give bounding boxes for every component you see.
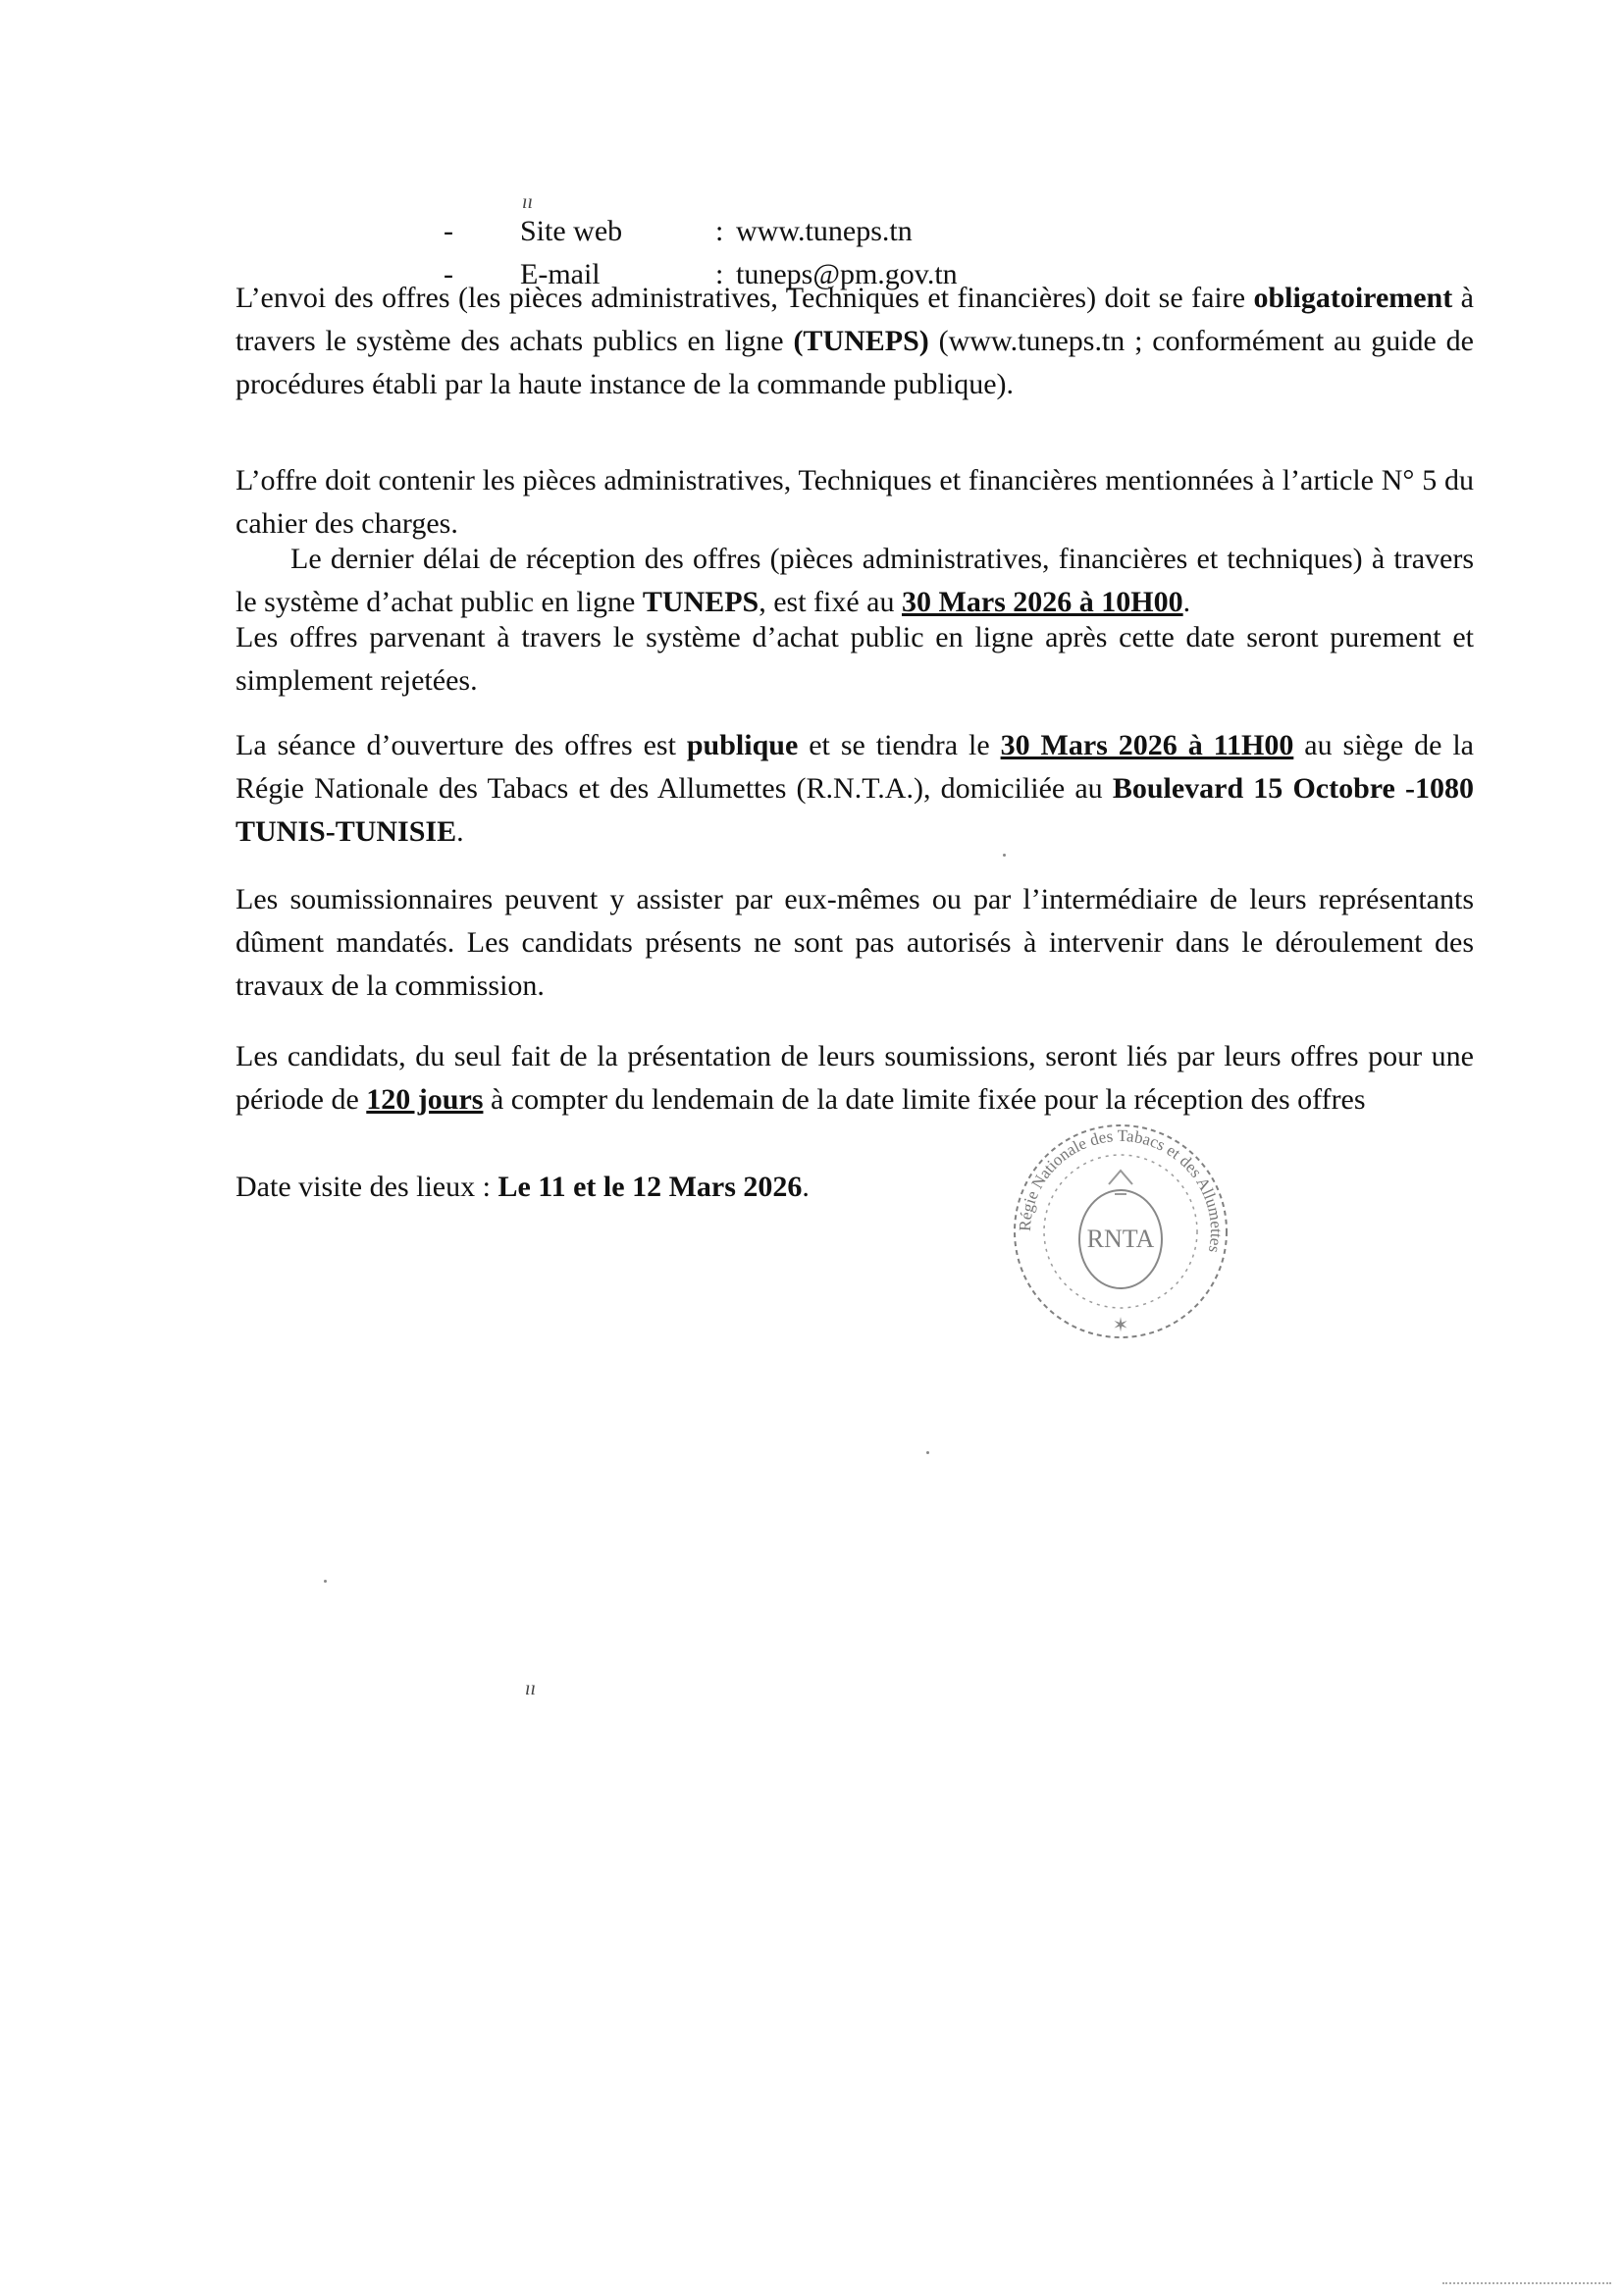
paragraph-deadline: Le dernier délai de réception des offres (pièces administratives, financières et techniques) à travers le système d’achat public en ligne TUNEPS, est fixé au 30 Mars 2026 à 10H00. bbox=[236, 543, 1474, 618]
paragraph-attendance: Les soumissionnaires peuvent y assister par eux-mêmes ou par l’intermédiaire de leurs représentants dûment mandatés. Les candidats présents ne sont pas autorisés à intervenir dans le déroulement des travaux de la commission. bbox=[236, 883, 1474, 1002]
contact-label: E-mail bbox=[520, 258, 601, 290]
email-value: tuneps@pm.gov.tn bbox=[736, 258, 958, 290]
contact-label: Site web bbox=[520, 215, 623, 247]
site-visit-dates: Le 11 et le 12 Mars 2026 bbox=[497, 1171, 803, 1203]
scan-speck bbox=[324, 1580, 327, 1583]
scan-speck bbox=[926, 1451, 929, 1454]
opening-date: 30 Mars 2026 à 11H00 bbox=[1000, 729, 1294, 761]
paragraph-opening-session: La séance d’ouverture des offres est publique et se tiendra le 30 Mars 2026 à 11H00 au siège de la Régie Nationale des Tabacs et des Allumettes (R.N.T.A.), domiciliée au Boulevard 15 Octobre -1080 TUNIS-TUNISIE. bbox=[236, 729, 1474, 848]
address: Boulevard 15 Octobre -1080 TUNIS-TUNISIE bbox=[236, 772, 1474, 848]
deadline-date: 30 Mars 2026 à 10H00 bbox=[902, 586, 1183, 618]
document-page: ıı - Site web : www.tuneps.tn - E-mail : tuneps@pm.gov.tn L’envoi des offres (les pièces administratives, Techniques et financières) doit se faire obligatoirement à travers le système des achats publics en ligne (TUNEPS) (www.tuneps.tn ; conformément au guide de procédures établi par la haute instance de la commande publique). L’offre doit contenir les pièces administratives, Techniques et financières mentionnées à l’article N° 5 du cahier des charges. Le dernier délai de réception des offres (pièces administratives, financières et techniques) à travers le système d’achat public en ligne TUNEPS, est fixé au 30 Mars 2026 à 10H00. Les offres parvenant à travers le système d’achat public en ligne après cette date seront purement et simplement rejetées. La séance d’ouverture des offres est publique et se tiendra le 30 Mars 2026 à 11H00 au siège de la Régie Nationale des Tabacs et des Allumettes (R.N.T.A.), domiciliée au Boulevard 15 Octobre -1080 TUNIS-TUNISIE. Les soumissionnaires peuvent y assister par eux-mêmes ou par l’intermédiaire de leurs représentants dûment mandatés. Les candidats présents ne sont pas autorisés à intervenir dans le déroulement des travaux de la commission. Les candidats, du seul fait de la présentation de leurs soumissions, seront liés par leurs offres pour une période de 120 jours à compter du lendemain de la date limite fixée pour la réception des offres Date visite des lieux : Le 11 et le 12 Mars 2026. Régie Nationale des Tabacs et des Allumettes RNTA ✶ ıı bbox=[0, 0, 1623, 2296]
paragraph-site-visit: Date visite des lieux : Le 11 et le 12 Mars 2026. bbox=[236, 1171, 810, 1203]
scan-mark-bottom: ıı bbox=[525, 1678, 537, 1699]
website-value: www.tuneps.tn bbox=[736, 215, 913, 247]
svg-text:Régie Nationale des Tabacs et: Régie Nationale des Tabacs et des Allumettes bbox=[1015, 1125, 1227, 1255]
validity-period: 120 jours bbox=[366, 1083, 484, 1116]
paragraph-submission: L’envoi des offres (les pièces administratives, Techniques et financières) doit se faire obligatoirement à travers le système des achats publics en ligne (TUNEPS) (www.tuneps.tn ; conformément au guide de procédures établi par la haute instance de la commande publique). bbox=[236, 282, 1474, 400]
scan-footer-line bbox=[1442, 2282, 1611, 2286]
paragraph-rejection: Les offres parvenant à travers le système d’achat public en ligne après cette date seront purement et simplement rejetées. bbox=[236, 621, 1474, 697]
scan-speck bbox=[1003, 854, 1006, 857]
official-stamp-icon bbox=[1003, 1114, 1238, 1349]
paragraph-offer-content: L’offre doit contenir les pièces administratives, Techniques et financières mentionnées à l’article N° 5 du cahier des charges. bbox=[236, 464, 1474, 540]
paragraph-validity: Les candidats, du seul fait de la présentation de leurs soumissions, seront liés par leurs offres pour une période de 120 jours à compter du lendemain de la date limite fixée pour la réception des offres bbox=[236, 1040, 1474, 1116]
svg-text:✶: ✶ bbox=[1112, 1315, 1129, 1336]
scan-mark-top: ıı bbox=[522, 191, 534, 213]
seal-center-text: RNTA bbox=[1086, 1225, 1155, 1253]
